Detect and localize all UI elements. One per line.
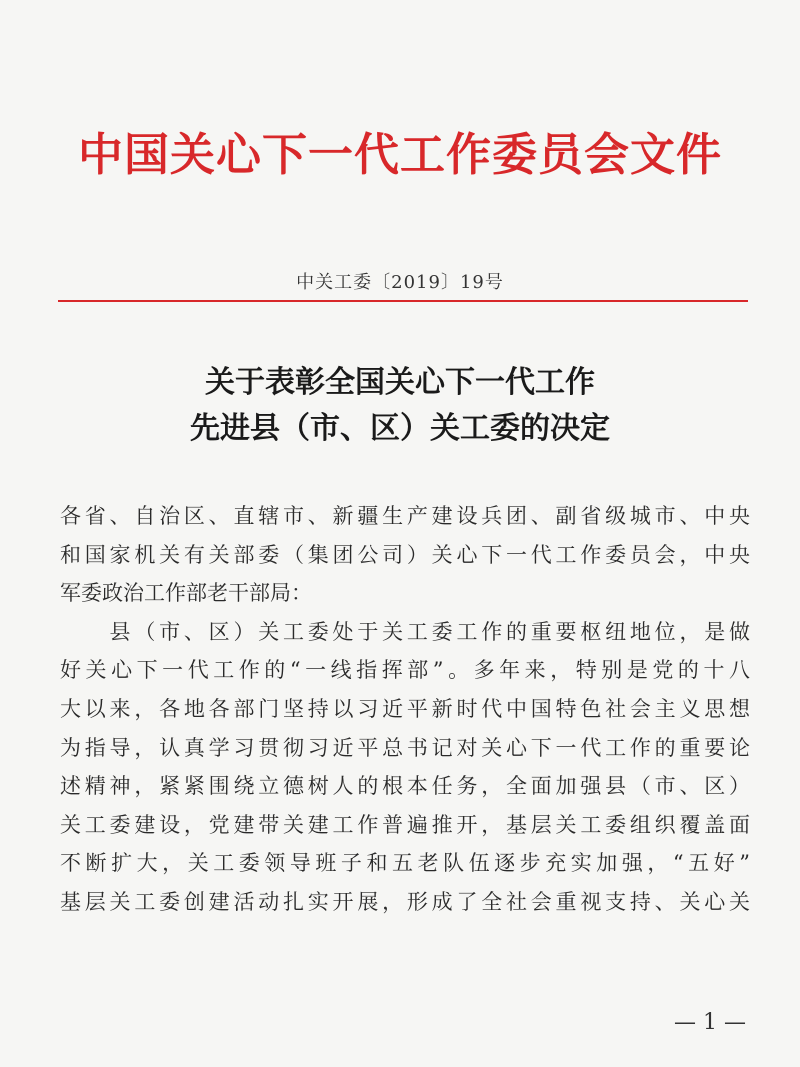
body-text — [60, 497, 750, 922]
body-line: 和国家机关有关部委（集团公司）关心下一代工作委员会，中央 — [60, 542, 750, 567]
decision-title-line-1: 关于表彰全国关心下一代工作 — [205, 365, 595, 400]
body-line: 军委政治工作部老干部局： — [60, 581, 312, 606]
document-number: 中关工委〔2019〕19号 — [296, 272, 504, 293]
body-line: 各省、自治区、直辖市、新疆生产建设兵团、副省级城市、中央 — [60, 504, 750, 528]
body-line: 为指导，认真学习贯彻习近平总书记对关心下一代工作的重要论 — [60, 735, 750, 760]
body-line: 县（市、区）关工委处于关工委工作的重要枢纽地位，是做 — [60, 619, 750, 644]
body-line: 述精神，紧紧围绕立德树人的根本任务，全面加强县（市、区） — [60, 774, 750, 799]
decision-title — [0, 360, 800, 452]
document-header-title: 中国关心下一代工作委员会文件 — [77, 128, 722, 181]
body-line: 大以来，各地各部门坚持以习近平新时代中国特色社会主义思想 — [60, 696, 750, 721]
body-line: 不断扩大，关工委领导班子和五老队伍逐步充实加强，“五好” — [60, 851, 750, 876]
red-divider-line — [58, 300, 748, 302]
body-line: 基层关工委创建活动扎实开展，形成了全社会重视支持、关心关 — [60, 889, 750, 914]
decision-title-line-2: 先进县（市、区）关工委的决定 — [190, 411, 610, 446]
body-line: 好关心下一代工作的“一线指挥部”。多年来，特别是党的十八 — [60, 658, 750, 683]
page-number: — 1 — — [674, 1010, 746, 1035]
body-line: 关工委建设，党建带关建工作普遍推开，基层关工委组织覆盖面 — [60, 812, 750, 837]
